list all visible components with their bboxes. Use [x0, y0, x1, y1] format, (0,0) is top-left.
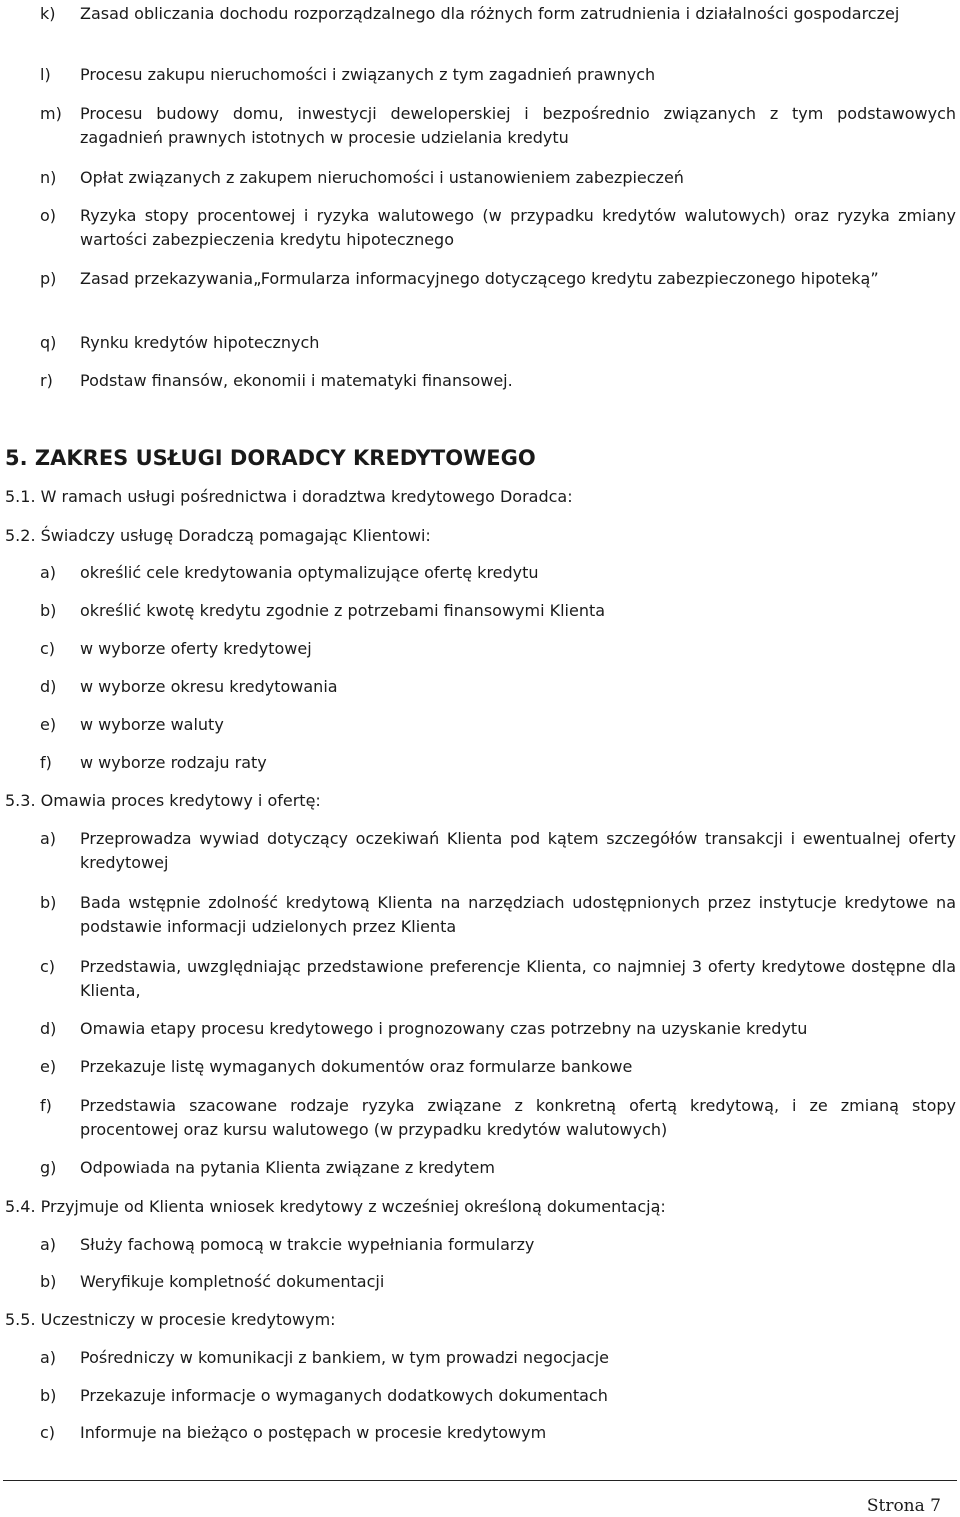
paragraph-5-3: 5.3. Omawia proces kredytowy i ofertę: — [5, 791, 321, 810]
list-letter: l) — [40, 65, 51, 84]
list-letter: b) — [40, 1272, 57, 1291]
list-text: Podstaw finansów, ekonomii i matematyki finansowej. — [80, 371, 513, 390]
list-letter: e) — [40, 1057, 57, 1076]
list-text: Pośredniczy w komunikacji z bankiem, w tym prowadzi negocjacje — [80, 1348, 609, 1367]
list-letter: g) — [40, 1158, 57, 1177]
list-text: w wyborze oferty kredytowej — [80, 639, 312, 658]
list-text: Informuje na bieżąco o postępach w procesie kredytowym — [80, 1423, 547, 1442]
paragraph-5-5: 5.5. Uczestniczy w procesie kredytowym: — [5, 1310, 336, 1329]
list-letter: o) — [40, 206, 57, 225]
list-text: Przedstawia szacowane rodzaje ryzyka związane z konkretną ofertą kredytową, i ze zmianą stopy procentowej oraz kursu walutowego (w przypadku kredytów walutowych) — [80, 1096, 956, 1139]
list-text: Rynku kredytów hipotecznych — [80, 333, 320, 352]
list-letter: a) — [40, 563, 57, 582]
list-text: Ryzyka stopy procentowej i ryzyka walutowego (w przypadku kredytów walutowych) oraz ryzyka zmiany wartości zabezpieczenia kredytu hipotecznego — [80, 206, 956, 249]
list-letter: q) — [40, 333, 57, 352]
list-letter: f) — [40, 753, 52, 772]
list-letter: e) — [40, 715, 57, 734]
list-letter: d) — [40, 677, 57, 696]
list-text: Bada wstępnie zdolność kredytową Klienta na narzędziach udostępnionych przez instytucje kredytowe na podstawie informacji udzielonych przez Klienta — [80, 893, 956, 936]
page-number: Strona 7 — [866, 1496, 941, 1516]
list-text: w wyborze waluty — [80, 715, 224, 734]
list-text: Przedstawia, uwzględniając przedstawione preferencje Klienta, co najmniej 3 oferty kredytowe dostępne dla Klienta, — [80, 957, 956, 1000]
list-letter: c) — [40, 639, 56, 658]
list-text: w wyborze rodzaju raty — [80, 753, 267, 772]
list-text: Zasad obliczania dochodu rozporządzalnego dla różnych form zatrudnienia i działalności gospodarczej — [80, 4, 900, 23]
list-letter: b) — [40, 1386, 57, 1405]
list-text: Służy fachową pomocą w trakcie wypełniania formularzy — [80, 1235, 535, 1254]
list-text: Przeprowadza wywiad dotyczący oczekiwań Klienta pod kątem szczegółów transakcji i ewentualnej oferty kredytowej — [80, 829, 956, 872]
list-text: Procesu budowy domu, inwestycji deweloperskiej i bezpośrednio związanych z tym podstawowych zagadnień prawnych istotnych w procesie udzielania kredytu — [80, 104, 956, 147]
list-letter: d) — [40, 1019, 57, 1038]
list-text: Przekazuje informacje o wymaganych dodatkowych dokumentach — [80, 1386, 608, 1405]
list-text: Opłat związanych z zakupem nieruchomości i ustanowieniem zabezpieczeń — [80, 168, 684, 187]
footer-divider — [3, 1480, 957, 1481]
list-letter: n) — [40, 168, 57, 187]
list-letter: b) — [40, 601, 57, 620]
list-letter: r) — [40, 371, 53, 390]
list-text: Procesu zakupu nieruchomości i związanych z tym zagadnień prawnych — [80, 65, 656, 84]
paragraph-5-2: 5.2. Świadczy usługę Doradczą pomagając Klientowi: — [5, 526, 431, 545]
list-letter: a) — [40, 829, 57, 848]
list-letter: a) — [40, 1235, 57, 1254]
list-letter: c) — [40, 1423, 56, 1442]
list-text: Przekazuje listę wymaganych dokumentów oraz formularze bankowe — [80, 1057, 633, 1076]
list-text: Weryfikuje kompletność dokumentacji — [80, 1272, 385, 1291]
list-letter: b) — [40, 893, 57, 912]
list-letter: c) — [40, 957, 56, 976]
list-text: Zasad przekazywania„Formularza informacyjnego dotyczącego kredytu zabezpieczonego hipoteką” — [80, 269, 879, 288]
list-text: Odpowiada na pytania Klienta związane z kredytem — [80, 1158, 495, 1177]
list-letter: a) — [40, 1348, 57, 1367]
list-text: Omawia etapy procesu kredytowego i prognozowany czas potrzebny na uzyskanie kredytu — [80, 1019, 808, 1038]
list-text: określić cele kredytowania optymalizujące ofertę kredytu — [80, 563, 539, 582]
paragraph-5-4: 5.4. Przyjmuje od Klienta wniosek kredytowy z wcześniej określoną dokumentacją: — [5, 1197, 666, 1216]
list-letter: m) — [40, 104, 62, 123]
section-heading: 5. ZAKRES USŁUGI DORADCY KREDYTOWEGO — [5, 446, 536, 470]
list-letter: f) — [40, 1096, 52, 1115]
list-letter: k) — [40, 4, 56, 23]
list-text: określić kwotę kredytu zgodnie z potrzebami finansowymi Klienta — [80, 601, 606, 620]
list-letter: p) — [40, 269, 57, 288]
paragraph-5-1: 5.1. W ramach usługi pośrednictwa i doradztwa kredytowego Doradca: — [5, 487, 573, 506]
list-text: w wyborze okresu kredytowania — [80, 677, 338, 696]
